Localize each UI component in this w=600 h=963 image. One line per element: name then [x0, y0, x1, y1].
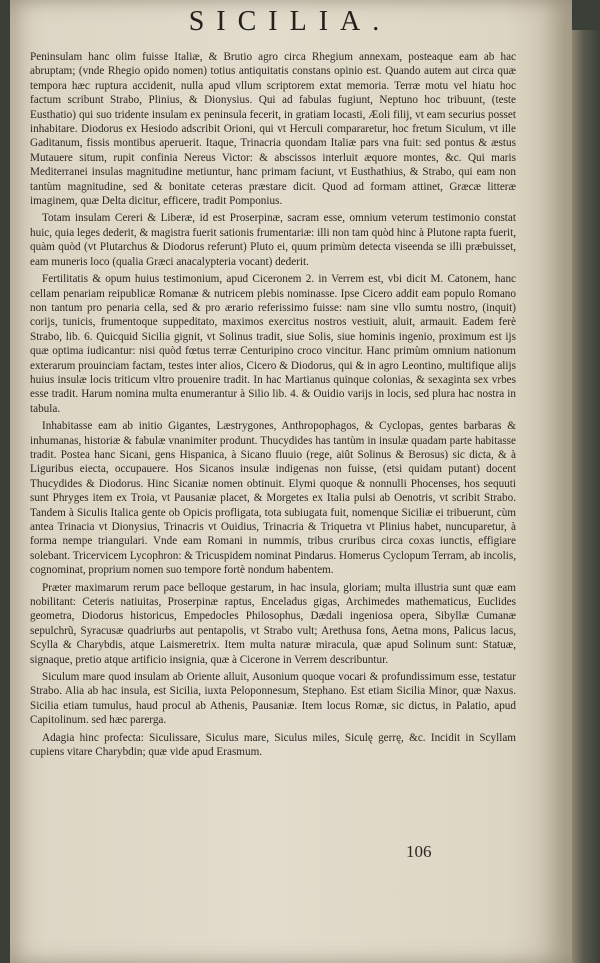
paragraph-3: Fertilitatis & opum huius testimonium, apud Ciceronem 2. in Verrem est, vbi dicit M. Catonem, hanc cellam penariam reipublicæ Romanæ & nutricem plebis nominasse. Ipse Cicero addit eam populo Romano non tantum pro penaria cella, sed & pro ærario referissimo fuisse: nam sine vllo sumtu nostro, (inquit) corijs, tunicis, frumentoque suppeditato, maximos exercitus nostros vestiuit, aluit, armauit. Eadem ferè Strabo, lib. 6. Quicquid Sicilia gignit, vt Solinus tradit, siue Solis, siue hominis ingenio, proximum est ijs quæ optima iudicantur: nisi quòd fœtus terræ Centuripino croco vincitur. Hanc primùm omnium nationum exterarum prouinciam factam, testes inter alios, Cicero & Diodorus, qui & in agro Leontino, multifique alijs huius insulæ locis triticum vltro prouenire tradit. In hac Martianus quinque colonias, & sexaginta sex vrbes esse tradit. Harum nomina multa enumerantur à Silio lib. 4. & Ouidio varijs in locis, sed plura hac nostra in tabula. [30, 273, 516, 415]
page-edge [572, 30, 600, 963]
paragraph-1: Peninsulam hanc olim fuisse Italiæ, & Brutio agro circa Rhegium annexam, posteaque eam ab hac abruptam; (vnde Rhegio opido nomen) totius antiquitatis constans opinio est. Quando autem aut circa quæ tempora hæc ruptura accidenit, nulla apud vllum scriptorem extat memoria. Terræ motu vel hiatu hoc factum scribunt Strabo, Plinius, & Dionysius. Qui ad fabulas fugiunt, Neptuno hoc tribuunt, (teste Eusthatio) qui suo tridente insulam ex peninsula fecerit, in gratiam Iocasti, Æoli filij, vt eam securius posset inhabitare. Diodorus ex Hesiodo adscribit Orioni, qui vt Herculi compararetur, hoc fretum Siculum, vt ille Gaditanum, fissis montibus aperuerit. Itaque, Trinacria quondam Italiæ pars vna fuit: sed pontus & æstus Mutauere situm, rupit confinia Nereus Victor: & abscissos interluit æquore montes, &c. Qui maris Mediterranei insulas magnitudine metiuntur, hanc primam faciunt, vt Eusthathius, & Strabo, qui eam non tantùm magnitudine, sed & bonitate ceteras præstare dicit. Quod ad formam attinet, Græcæ litteræ imaginem, quæ Delta dicitur, efficere, tradit Pomponius. [30, 51, 516, 208]
paragraph-5: Præter maximarum rerum pace belloque gestarum, in hac insula, gloriam; multa illustria sunt quæ eam nobilitant: Ceteris natiuitas, Proserpinæ raptus, Enceladus gigas, Archimedes mathematicus, Euclides geometra, Diodorus historicus, Empedocles Philosophus, Dædali ingeniosa opera, Sibyllæ Cumanæ sepulchrũ, Syracusæ quadriurbs aut pentapolis, vt Strabo vult; Arethusa fons, Aetna mons, Palicus lacus, Scylla & Charybdis, atque Laismeretrix. Item multa naturæ miracula, quæ apud Solinum sunt: Statuæ, signaque, pretio atque artificio insignia, quæ à Cicerone in Verrem describuntur. [30, 581, 516, 666]
page-number: 106 [406, 842, 432, 861]
body-text [30, 50, 516, 763]
paragraph-2: Totam insulam Cereri & Liberæ, id est Proserpinæ, sacram esse, omnium veterum testimonio constat huic, quia leges dederit, & magistra fuerit sationis frumentariæ: illi non tam quòd hinc à Plutone rapta fuerit, quàm quòd (vt Plutarchus & Diodorus referunt) Pluto ei, quum primùm detecta viseenda se illi præbuisset, eam muneris loco (qualia Græci anacalypteria vocant) dederit. [30, 212, 516, 268]
paragraph-6: Siculum mare quod insulam ab Oriente alluit, Ausonium quoque vocari & profundissimum esse, testatur Strabo. Alia ab hac insula, est Sicilia, iuxta Peloponnesum, Stephano. Est etiam Sicilia Minor, quæ Naxus. Sicilia etiam tumulus, haud procul ab Athenis, Pausaniæ. Item locus Romæ, sic dictus, in Palatio, apud Capitolinum. sed hæc parerga. [30, 671, 516, 727]
page-title: SICILIA. [188, 6, 392, 37]
paragraph-4: Inhabitasse eam ab initio Gigantes, Læstrygones, Anthropophagos, & Cyclopas, gentes barbaras & inhumanas, historiæ & fabulæ vnanimiter produnt. Thucydides has tantùm in insulæ quadam parte habitasse tradit. Postea hanc Sicani, gens Hispanica, à Sicano fluuio (rege, aiût Solinus & Berosus) sic dicta, & à Liguribus eiecta, occupauere. Hos Sicanos insulæ indigenas non fuisse, (etsi quidam putant) docent Thucydides & Diodorus. Hinc Sicaniæ nomen obtinuit. Elymi quoque & nonnulli Phocenses, hos sequuti sunt Phryges item ex Troia, vt Pausaniæ placet, & Morgetes ex Italia pulsi ab Oenotris, vt scribit Strabo. Tandem à Siculis Italica gente ob Opicis profligata, tota subiugata fuit, nomenque Siciliæ ei tribuerunt, cùm antea Trinacia vt Dionysius, Trinacris vt Ouidius, Trinacria & Triquetra vt Plinius habet, nuncuparetur, à forma nempe triangulari. Vnde eam Romani in nummis, tribus cruribus circa coxas iunctis, effigiare solebant. Tricervicem Lycophron: & Tricuspidem nominat Pindarus. Homerus Cyclopum Terram, ab incolis, cognominat, proprium nomen suo tempore fortè nondum habentem. [30, 420, 516, 577]
paragraph-7: Adagia hinc profecta: Siculissare, Siculus mare, Siculus miles, Siculę gerrę, &c. Incidit in Scyllam cupiens vitare Charybdin; quæ vide apud Erasmum. [30, 731, 516, 759]
